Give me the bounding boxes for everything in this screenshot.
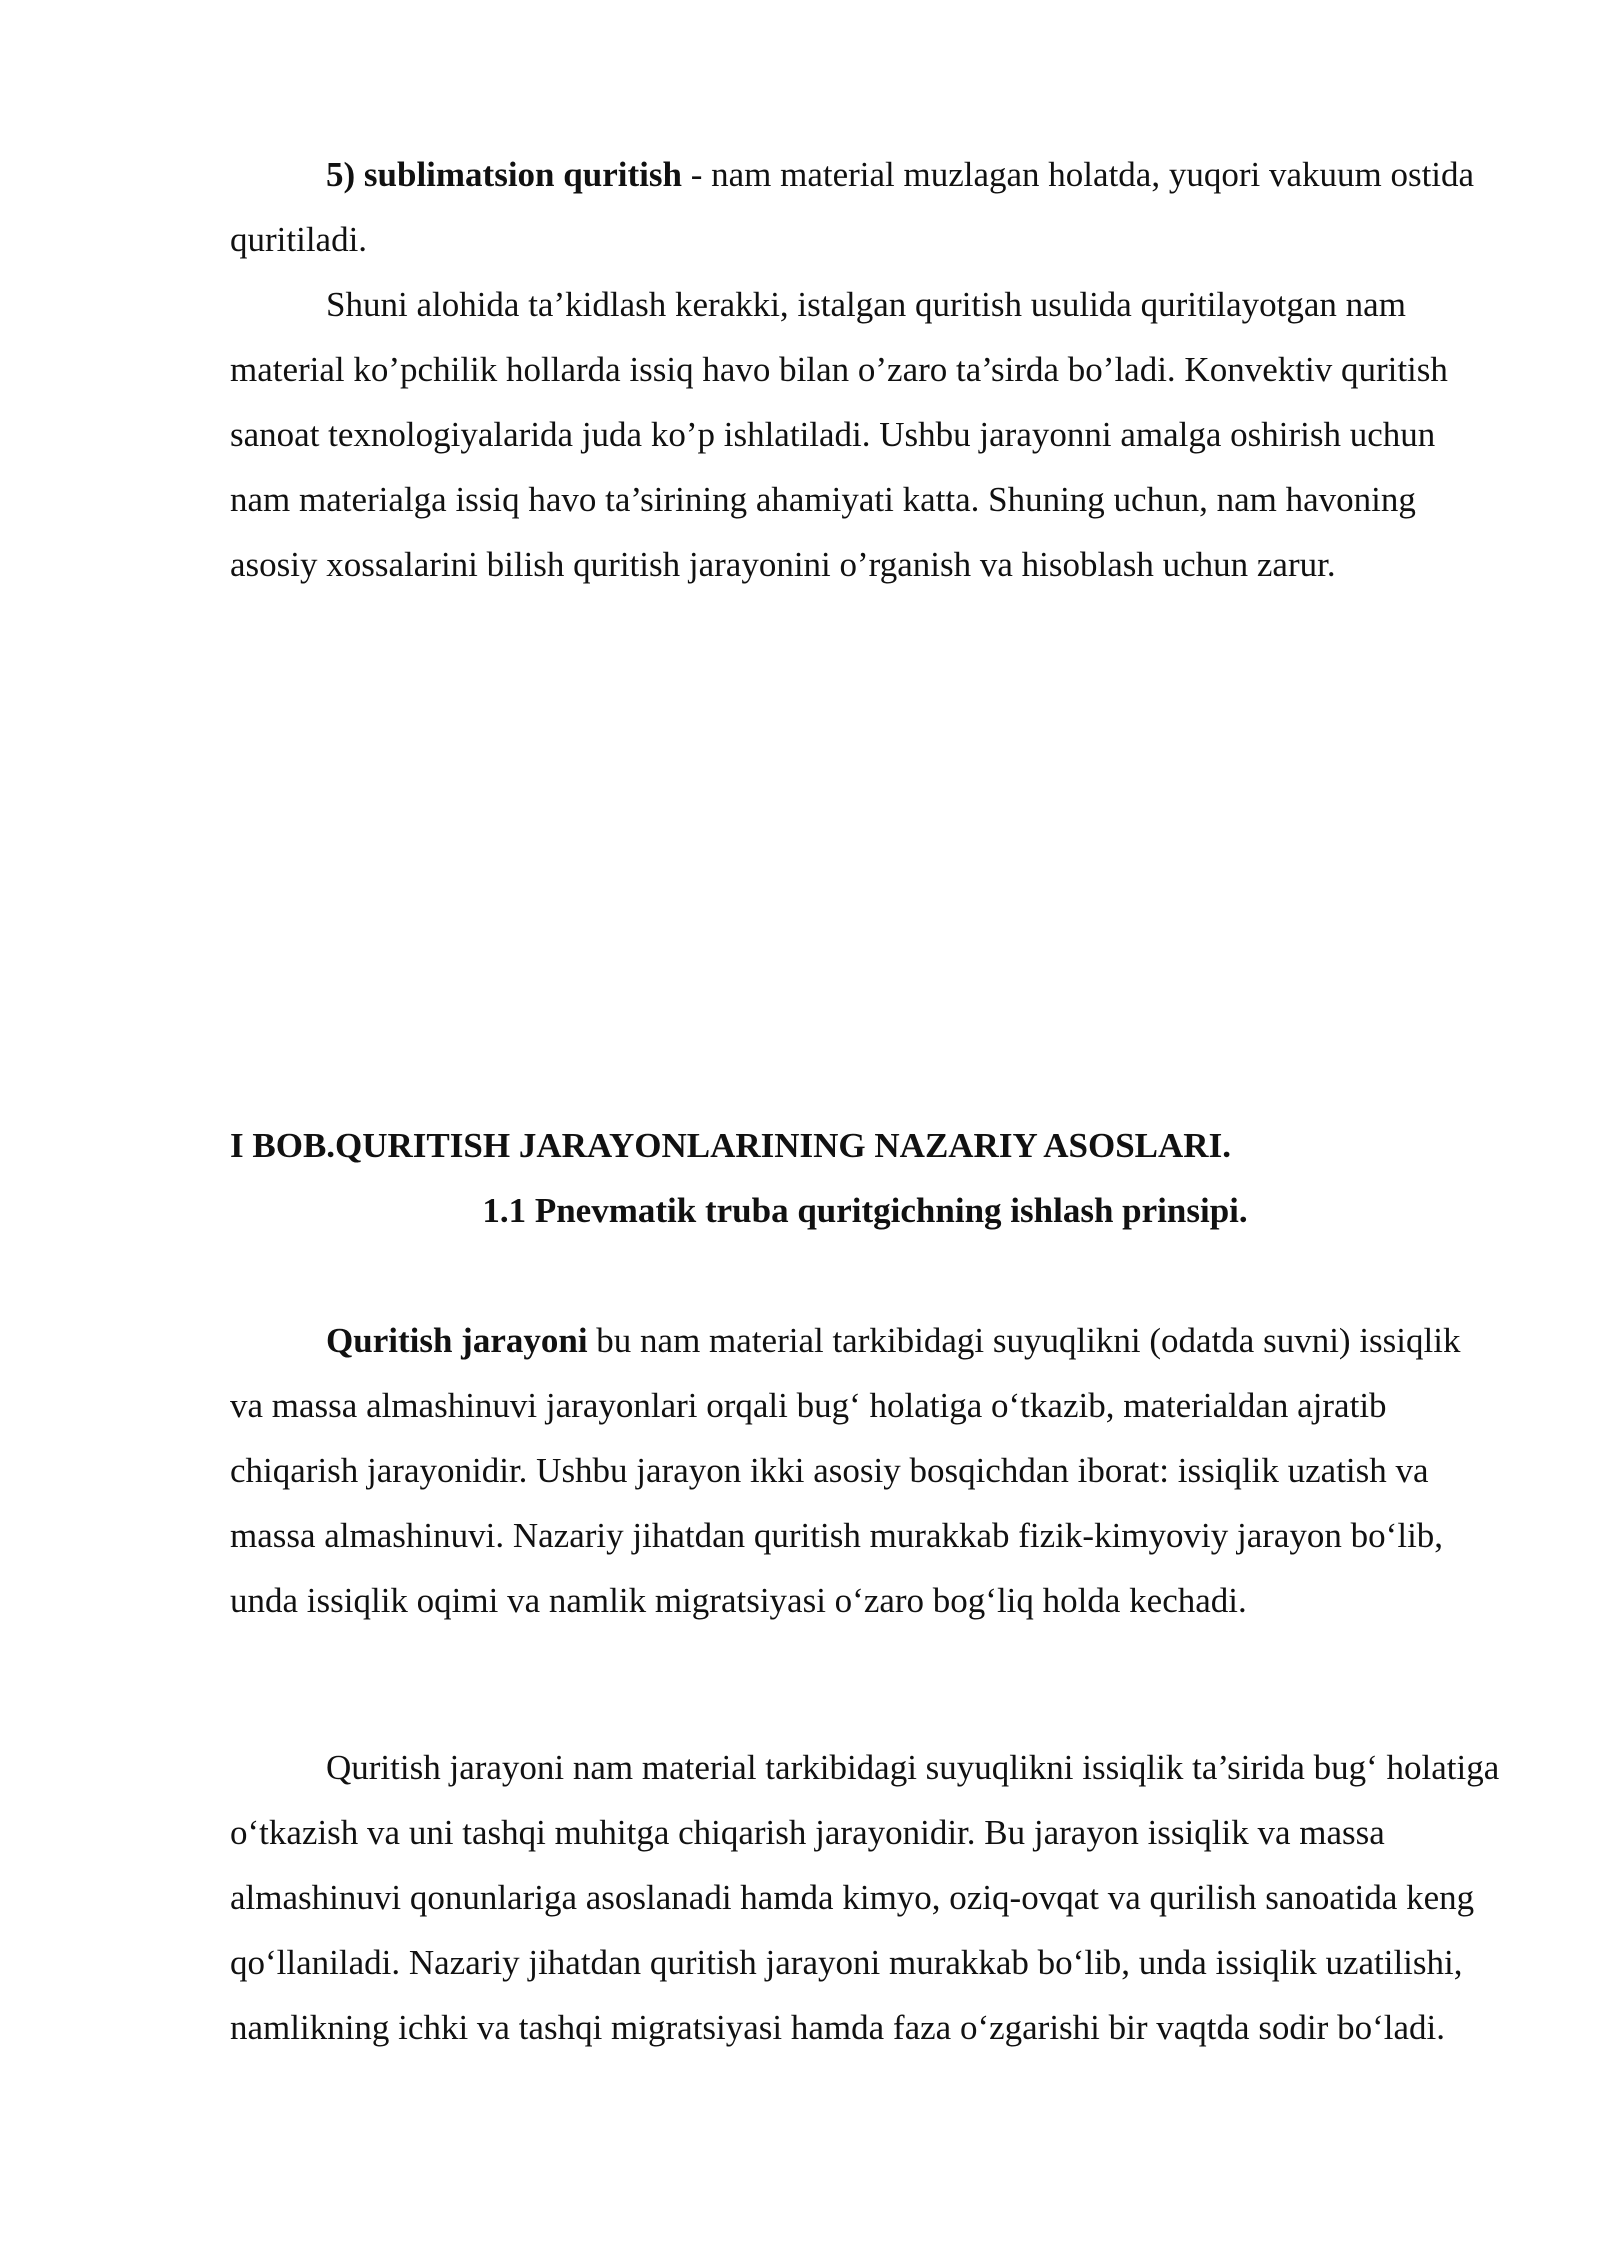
paragraph-convective-drying: Shuni alohida ta’kidlash kerakki, istalgan quritish usulida quritilayotgan nam material ko’pchilik hollarda issiq havo bilan o’zaro ta’sirda bo’ladi. Konvektiv quritish sanoat texnologiyalarida juda ko’p ishlatiladi. Ushbu jarayonni amalga oshirish uchun nam materialga issiq havo ta’sirining ahamiyati katta. Shuning uchun, nam havoning asosiy xossalarini bilish quritish jarayonini o’rganish va hisoblash uchun zarur. (230, 285, 1448, 584)
paragraph-drying-process-definition (230, 1308, 1500, 1633)
paragraph-sublimation-drying (230, 142, 1500, 272)
paragraph-drying-theory: Quritish jarayoni nam material tarkibidagi suyuqlikni issiqlik ta’sirida bug‘ holatiga o‘tkazish va uni tashqi muhitga chiqarish jarayonidir. Bu jarayon issiqlik va massa almashinuvi qonunlariga asoslanadi hamda kimyo, oziq-ovqat va qurilish sanoatida keng qo‘llaniladi. Nazariy jihatdan quritish jarayoni murakkab bo‘lib, unda issiqlik uzatilishi, namlikning ichki va tashqi migratsiyasi hamda faza o‘zgarishi bir vaqtda sodir bo‘ladi. (230, 1748, 1500, 2047)
term-drying-process: Quritish jarayoni (326, 1321, 588, 1360)
paragraph-text: bu nam material tarkibidagi suyuqlikni (odatda suvni) issiqlik va massa almashinuvi jarayonlari orqali bug‘ holatiga o‘tkazib, materialdan ajratib chiqarish jarayonidir. Ushbu jarayon ikki asosiy bosqichdan iborat: issiqlik uzatish va massa almashinuvi. Nazariy jihatdan quritish murakkab fizik-kimyoviy jarayon bo‘lib, unda issiqlik oqimi va namlik migratsiyasi o‘zaro bog‘liq holda kechadi. (230, 1321, 1461, 1620)
chapter-heading: I BOB.QURITISH JARAYONLARINING NAZARIY ASOSLARI. (230, 1126, 1231, 1165)
paragraph-text: - nam material muzlagan holatda, yuqori vakuum ostida quritiladi. (230, 155, 1475, 259)
section-heading: 1.1 Pnevmatik truba quritgichning ishlash prinsipi. (482, 1191, 1248, 1230)
term-sublimation-drying: 5) sublimatsion quritish (326, 155, 682, 194)
